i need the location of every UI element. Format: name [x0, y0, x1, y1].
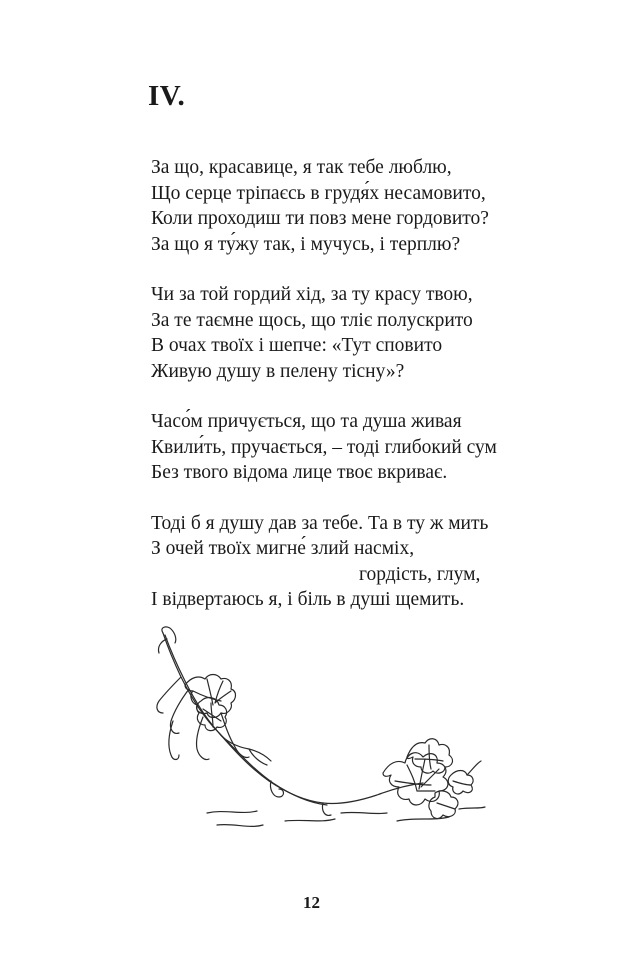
poem-line: Квили́ть, пручається, – тоді глибокий сум — [151, 436, 497, 458]
poem-line: За що, красавице, я так тебе люблю, — [151, 157, 452, 178]
poem-line: Живую душу в пелену тісну»? — [151, 360, 405, 382]
poem-line: Без твого відома лице твоє вкриває. — [151, 462, 448, 483]
stanza-1 — [151, 155, 551, 257]
vine-branch-with-leaves-icon — [145, 625, 490, 850]
poem-line: З очей твоїх мигне́ злий насміх, — [151, 538, 415, 559]
poem-line: За те таємне щось, що тліє полускрито — [151, 309, 473, 331]
stanza-3 — [151, 409, 551, 486]
stanza-2 — [151, 282, 551, 384]
poem-line-indented: гордість, глум, — [359, 563, 481, 585]
page-number: 12 — [303, 893, 320, 912]
poem-number-heading: IV. — [148, 80, 186, 112]
poem-line: Тоді б я душу дав за тебе. Та в ту ж мить — [151, 512, 489, 534]
poem-line: Коли проходиш ти повз мене гордовито? — [151, 208, 489, 229]
poem-line: Чи за той гордий хід, за ту красу твою, — [151, 284, 473, 305]
stanza-4 — [151, 511, 551, 613]
poem-line: Що серце тріпаєсь в грудя́х несамовито, — [151, 182, 486, 204]
poem-line: За що я ту́жу так, і мучусь, і терплю? — [151, 233, 461, 255]
poem-body — [151, 155, 551, 638]
vine-branch-illustration — [145, 625, 490, 850]
poem-line: І відвертаюсь я, і біль в душі щемить. — [151, 589, 465, 610]
poem-line: В очах твоїх і шепче: «Тут сповито — [151, 335, 443, 356]
poem-line: Часо́м причується, що та душа живая — [151, 411, 462, 432]
